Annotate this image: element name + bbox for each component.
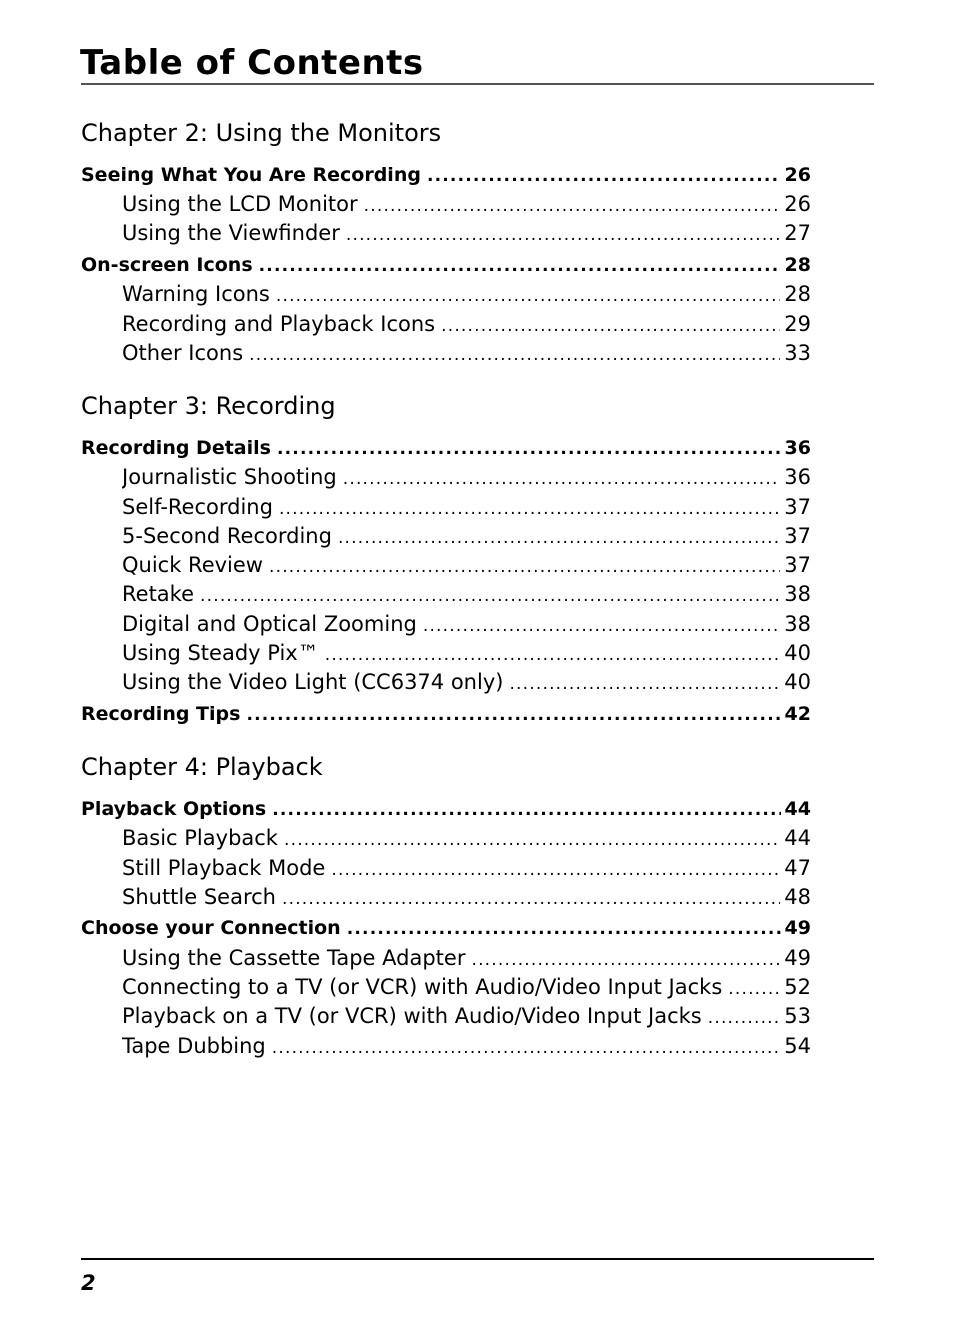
toc-entry[interactable] (122, 494, 811, 520)
toc-entry-page: 33 (784, 341, 811, 365)
toc-entry[interactable] (122, 1033, 811, 1059)
dot-leader (347, 916, 781, 941)
toc-entry-page: 37 (784, 524, 811, 548)
toc-entry-label: Retake (122, 582, 195, 606)
toc-entry[interactable] (122, 281, 811, 307)
toc-entry[interactable] (122, 311, 811, 337)
toc-entry-label: Other Icons (122, 341, 244, 365)
toc-entry-page: 28 (784, 282, 811, 306)
dot-leader (272, 1035, 781, 1059)
dot-leader (279, 496, 780, 520)
toc-entry[interactable] (122, 552, 811, 578)
dot-leader (441, 313, 780, 337)
toc-entry-label: Playback on a TV (or VCR) with Audio/Video Input Jacks (122, 1004, 702, 1028)
toc-entry-label: Choose your Connection (81, 917, 341, 939)
toc-entry[interactable] (122, 191, 811, 217)
dot-leader (284, 827, 780, 851)
toc-entry-page: 52 (784, 975, 811, 999)
dot-leader (276, 283, 780, 307)
toc-entry[interactable] (122, 464, 811, 490)
toc-entry[interactable] (81, 252, 811, 278)
toc-entry-page: 48 (784, 885, 811, 909)
toc-entry[interactable] (122, 1003, 811, 1029)
toc-entry-page: 38 (784, 582, 811, 606)
toc-entry-label: Warning Icons (122, 282, 270, 306)
toc-entry-page: 37 (784, 495, 811, 519)
toc-entry-label: Using the Viewfinder (122, 221, 340, 245)
toc-entry-label: Using the Video Light (CC6374 only) (122, 670, 504, 694)
toc-entry-page: 40 (784, 641, 811, 665)
dot-leader (277, 436, 781, 461)
dot-leader (246, 702, 780, 727)
toc-entry-page: 26 (784, 164, 811, 186)
dot-leader (364, 193, 781, 217)
dot-leader (343, 466, 781, 490)
toc-entry[interactable] (81, 915, 811, 941)
toc-entry[interactable] (122, 581, 811, 607)
toc-entry-label: Using Steady Pix™ (122, 641, 319, 665)
dot-leader (708, 1005, 781, 1029)
chapter-heading: Chapter 2: Using the Monitors (81, 119, 442, 147)
toc-entry-label: On-screen Icons (81, 254, 253, 276)
dot-leader (259, 253, 781, 278)
dot-leader (427, 163, 781, 188)
toc-entry-label: Self-Recording (122, 495, 273, 519)
dot-leader (471, 947, 780, 971)
dot-leader (269, 554, 780, 578)
toc-entry-page: 49 (784, 917, 811, 939)
toc-entry[interactable] (122, 340, 811, 366)
toc-entry-label: Basic Playback (122, 826, 278, 850)
toc-entry-label: Recording Tips (81, 703, 241, 725)
toc-entry-label: Recording and Playback Icons (122, 312, 436, 336)
toc-entry[interactable] (122, 945, 811, 971)
toc-entry-page: 42 (784, 703, 811, 725)
toc-entry-page: 40 (784, 670, 811, 694)
toc-entry-label: Tape Dubbing (122, 1034, 266, 1058)
toc-entry-page: 36 (784, 437, 811, 459)
dot-leader (331, 857, 780, 881)
dot-leader (509, 671, 780, 695)
toc-entry-page: 37 (784, 553, 811, 577)
toc-entry-page: 54 (784, 1034, 811, 1058)
toc-entry[interactable] (122, 611, 811, 637)
toc-entry-label: Digital and Optical Zooming (122, 612, 417, 636)
toc-entry[interactable] (81, 701, 811, 727)
toc-entry-label: Shuttle Search (122, 885, 276, 909)
dot-leader (338, 525, 780, 549)
toc-entry[interactable] (81, 435, 811, 461)
page-title: Table of Contents (80, 43, 424, 83)
dot-leader (200, 583, 780, 607)
toc-entry-page: 53 (784, 1004, 811, 1028)
toc-entry-page: 27 (784, 221, 811, 245)
toc-entry-page: 44 (784, 798, 811, 820)
toc-entry[interactable] (122, 220, 811, 246)
chapter-heading: Chapter 3: Recording (81, 392, 336, 420)
dot-leader (272, 797, 780, 822)
toc-entry-label: Seeing What You Are Recording (81, 164, 421, 186)
toc-entry[interactable] (122, 523, 811, 549)
toc-entry-page: 44 (784, 826, 811, 850)
toc-entry[interactable] (122, 884, 811, 910)
toc-entry-page: 26 (784, 192, 811, 216)
chapter-heading: Chapter 4: Playback (81, 753, 323, 781)
toc-entry-label: Using the LCD Monitor (122, 192, 358, 216)
toc-entry-label: 5-Second Recording (122, 524, 332, 548)
toc-entry[interactable] (122, 825, 811, 851)
dot-leader (346, 222, 780, 246)
dot-leader (282, 886, 780, 910)
toc-entry-label: Quick Review (122, 553, 263, 577)
toc-entry-page: 47 (784, 856, 811, 880)
toc-entry-label: Using the Cassette Tape Adapter (122, 946, 466, 970)
dot-leader (728, 976, 780, 1000)
page-number: 2 (81, 1271, 96, 1295)
toc-entry[interactable] (122, 669, 811, 695)
dot-leader (325, 642, 781, 666)
dot-leader (423, 613, 780, 637)
toc-entry-page: 28 (784, 254, 811, 276)
toc-entry[interactable] (122, 855, 811, 881)
footer-divider (81, 1258, 874, 1260)
toc-entry-label: Recording Details (81, 437, 271, 459)
toc-entry-label: Journalistic Shooting (122, 465, 337, 489)
toc-entry-page: 49 (784, 946, 811, 970)
toc-entry[interactable] (81, 796, 811, 822)
toc-entry-page: 29 (784, 312, 811, 336)
title-divider (81, 83, 874, 85)
toc-entry-label: Connecting to a TV (or VCR) with Audio/Video Input Jacks (122, 975, 723, 999)
toc-entry-page: 38 (784, 612, 811, 636)
toc-entry-label: Still Playback Mode (122, 856, 326, 880)
toc-entry[interactable] (122, 974, 811, 1000)
toc-entry[interactable] (81, 162, 811, 188)
dot-leader (249, 342, 780, 366)
toc-entry[interactable] (122, 640, 811, 666)
toc-entry-page: 36 (784, 465, 811, 489)
toc-entry-label: Playback Options (81, 798, 267, 820)
